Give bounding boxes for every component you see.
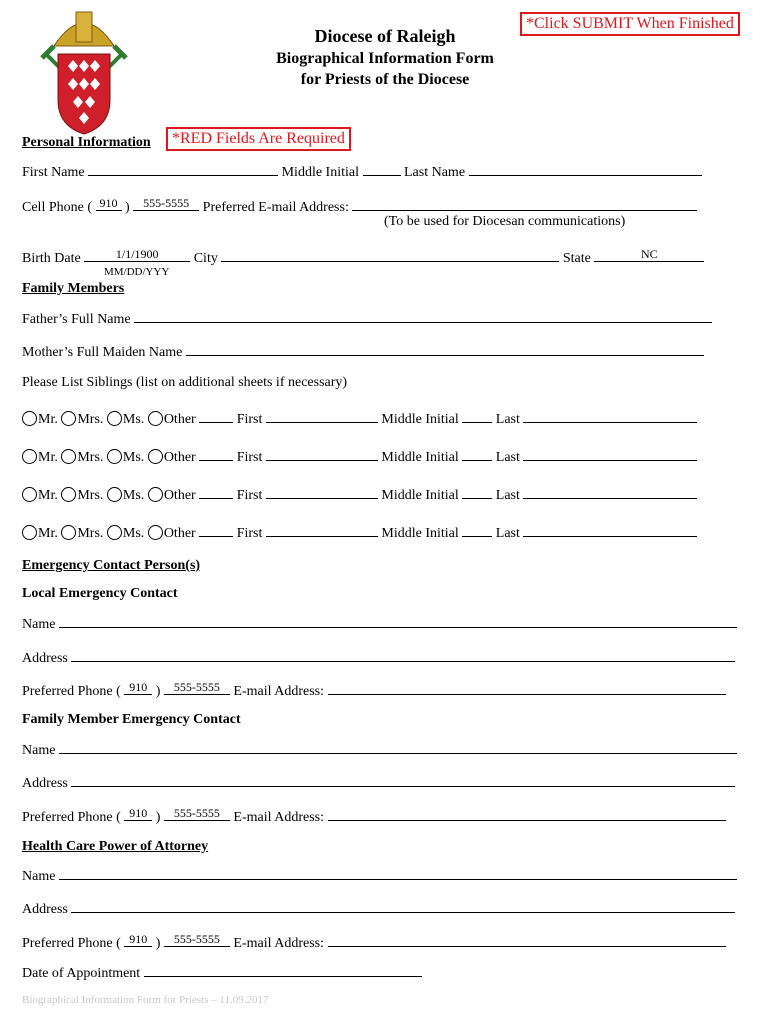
first-label: First: [236, 488, 263, 503]
mr-label: Mr.: [38, 450, 58, 465]
first-name-row: [22, 162, 702, 181]
required-notice: *RED Fields Are Required: [166, 127, 351, 151]
mr-label: Mr.: [38, 488, 58, 503]
sibling-middle-field[interactable]: [462, 523, 492, 537]
other-field[interactable]: [199, 447, 233, 461]
ms-label: Ms.: [122, 526, 145, 541]
local-contact-heading: Local Emergency Contact: [22, 586, 178, 601]
email-note: (To be used for Diocesan communications): [384, 214, 626, 229]
sibling-last-field[interactable]: [523, 447, 697, 461]
sibling-first-field[interactable]: [266, 447, 378, 461]
other-label: Other: [163, 488, 196, 503]
phone-label: Preferred Phone (: [22, 810, 121, 825]
address-label: Address: [22, 776, 68, 791]
other-field[interactable]: [199, 523, 233, 537]
name-label: Name: [22, 617, 56, 632]
footer-text: Biographical Information Form for Priests – 11.09.2017: [22, 994, 269, 1006]
local-number-field[interactable]: [164, 681, 230, 695]
first-name-field[interactable]: [88, 162, 278, 176]
appointment-row: [22, 963, 422, 982]
birth-date-field[interactable]: [84, 248, 190, 262]
city-field[interactable]: [221, 248, 559, 262]
form-title-line2: for Priests of the Diocese: [300, 71, 470, 88]
sibling-first-field[interactable]: [266, 409, 378, 423]
org-name: Diocese of Raleigh: [314, 26, 456, 46]
cell-number-field[interactable]: [133, 197, 199, 211]
form-title-line1: Biographical Information Form: [276, 50, 494, 67]
hcpoa-name-row: [22, 866, 737, 885]
phone-close-paren: ): [155, 684, 161, 699]
hcpoa-address-row: [22, 899, 735, 918]
local-area-value: 910: [129, 680, 148, 694]
mrs-label: Mrs.: [77, 450, 104, 465]
radio-ms[interactable]: [107, 487, 122, 502]
mr-label: Mr.: [38, 412, 58, 427]
cell-number-value: 555-5555: [143, 196, 190, 210]
other-label: Other: [163, 526, 196, 541]
sibling-row: [22, 523, 697, 542]
radio-other[interactable]: [148, 411, 163, 426]
local-phone-row: [22, 681, 726, 700]
family-phone-row: [22, 807, 726, 826]
mother-field[interactable]: [186, 342, 704, 356]
radio-mr[interactable]: [22, 411, 37, 426]
last-label: Last: [495, 450, 520, 465]
radio-mrs[interactable]: [61, 449, 76, 464]
siblings-label: Please List Siblings (list on additional sheets if necessary): [22, 375, 348, 390]
ms-label: Ms.: [122, 412, 145, 427]
family-name-field[interactable]: [59, 740, 737, 754]
state-field[interactable]: [594, 248, 704, 262]
father-field[interactable]: [134, 309, 712, 323]
address-label: Address: [22, 651, 68, 666]
local-address-field[interactable]: [71, 648, 735, 662]
address-label: Address: [22, 902, 68, 917]
email-field[interactable]: [352, 197, 697, 211]
radio-mr[interactable]: [22, 525, 37, 540]
email-label: Preferred E-mail Address:: [202, 200, 349, 215]
state-label: State: [562, 251, 591, 266]
mrs-label: Mrs.: [77, 526, 104, 541]
family-area-field[interactable]: [124, 807, 152, 821]
birth-date-value: 1/1/1900: [115, 247, 159, 261]
cell-area-field[interactable]: [96, 197, 122, 211]
email-label: E-mail Address:: [233, 684, 325, 699]
cell-close-paren: ): [125, 200, 130, 215]
cell-phone-label: Cell Phone (: [22, 200, 92, 215]
local-name-field[interactable]: [59, 614, 737, 628]
state-value: NC: [641, 247, 658, 261]
hcpoa-area-value: 910: [129, 932, 148, 946]
radio-other[interactable]: [148, 449, 163, 464]
other-field[interactable]: [199, 485, 233, 499]
local-name-row: [22, 614, 737, 633]
phone-close-paren: ): [155, 810, 161, 825]
radio-ms[interactable]: [107, 525, 122, 540]
sibling-row: [22, 447, 697, 466]
local-address-row: [22, 648, 735, 667]
first-name-label: First Name: [22, 165, 85, 180]
radio-mrs[interactable]: [61, 411, 76, 426]
hcpoa-address-field[interactable]: [71, 899, 735, 913]
first-label: First: [236, 450, 263, 465]
sibling-middle-field[interactable]: [462, 447, 492, 461]
father-row: [22, 309, 712, 328]
email-label: E-mail Address:: [233, 810, 325, 825]
radio-mr[interactable]: [22, 449, 37, 464]
emergency-heading: Emergency Contact Person(s): [22, 558, 201, 573]
radio-ms[interactable]: [107, 449, 122, 464]
mrs-label: Mrs.: [77, 488, 104, 503]
family-area-value: 910: [129, 806, 148, 820]
sibling-middle-field[interactable]: [462, 485, 492, 499]
submit-notice: *Click SUBMIT When Finished: [520, 12, 740, 36]
email-label: E-mail Address:: [233, 936, 325, 951]
middle-initial-field[interactable]: [363, 162, 401, 176]
city-label: City: [193, 251, 218, 266]
family-address-field[interactable]: [71, 773, 735, 787]
local-number-value: 555-5555: [173, 680, 220, 694]
sibling-row: [22, 485, 697, 504]
father-label: Father’s Full Name: [22, 312, 131, 327]
sibling-first-field[interactable]: [266, 523, 378, 537]
local-area-field[interactable]: [124, 681, 152, 695]
mother-label: Mother’s Full Maiden Name: [22, 345, 183, 360]
name-label: Name: [22, 743, 56, 758]
sibling-last-field[interactable]: [523, 409, 697, 423]
phone-label: Preferred Phone (: [22, 684, 121, 699]
hcpoa-email-field[interactable]: [328, 933, 726, 947]
last-name-field[interactable]: [469, 162, 702, 176]
radio-mrs[interactable]: [61, 487, 76, 502]
family-heading: Family Members: [22, 281, 125, 296]
radio-mrs[interactable]: [61, 525, 76, 540]
sibling-row: [22, 409, 697, 428]
phone-close-paren: ): [155, 936, 161, 951]
family-name-row: [22, 740, 737, 759]
sibling-last-field[interactable]: [523, 485, 697, 499]
hcpoa-number-value: 555-5555: [173, 932, 220, 946]
phone-label: Preferred Phone (: [22, 936, 121, 951]
sibling-first-field[interactable]: [266, 485, 378, 499]
first-label: First: [236, 412, 263, 427]
hcpoa-phone-row: [22, 933, 726, 952]
ms-label: Ms.: [122, 488, 145, 503]
middle-label: Middle Initial: [381, 526, 459, 541]
radio-other[interactable]: [148, 487, 163, 502]
appointment-label: Date of Appointment: [22, 966, 141, 981]
sibling-middle-field[interactable]: [462, 409, 492, 423]
mrs-label: Mrs.: [77, 412, 104, 427]
mother-row: [22, 342, 704, 361]
family-contact-heading: Family Member Emergency Contact: [22, 712, 241, 727]
birth-date-label: Birth Date: [22, 251, 81, 266]
diocese-logo: [40, 8, 128, 136]
other-label: Other: [163, 450, 196, 465]
radio-mr[interactable]: [22, 487, 37, 502]
mr-label: Mr.: [38, 526, 58, 541]
family-number-value: 555-5555: [173, 806, 220, 820]
family-email-field[interactable]: [328, 807, 726, 821]
hcpoa-name-field[interactable]: [59, 866, 737, 880]
hcpoa-heading: Health Care Power of Attorney: [22, 839, 209, 854]
birth-date-format: MM/DD/YYY: [104, 266, 170, 278]
ms-label: Ms.: [122, 450, 145, 465]
personal-info-heading: Personal Information: [22, 135, 151, 150]
first-label: First: [236, 526, 263, 541]
middle-label: Middle Initial: [381, 412, 459, 427]
appointment-field[interactable]: [144, 963, 422, 977]
cell-area-value: 910: [99, 196, 118, 210]
radio-other[interactable]: [148, 525, 163, 540]
hcpoa-area-field[interactable]: [124, 933, 152, 947]
other-field[interactable]: [199, 409, 233, 423]
middle-initial-label: Middle Initial: [281, 165, 359, 180]
last-label: Last: [495, 526, 520, 541]
radio-ms[interactable]: [107, 411, 122, 426]
hcpoa-number-field[interactable]: [164, 933, 230, 947]
last-label: Last: [495, 488, 520, 503]
middle-label: Middle Initial: [381, 488, 459, 503]
last-label: Last: [495, 412, 520, 427]
name-label: Name: [22, 869, 56, 884]
local-email-field[interactable]: [328, 681, 726, 695]
other-label: Other: [163, 412, 196, 427]
family-address-row: [22, 773, 735, 792]
last-name-label: Last Name: [404, 165, 466, 180]
sibling-last-field[interactable]: [523, 523, 697, 537]
middle-label: Middle Initial: [381, 450, 459, 465]
family-number-field[interactable]: [164, 807, 230, 821]
